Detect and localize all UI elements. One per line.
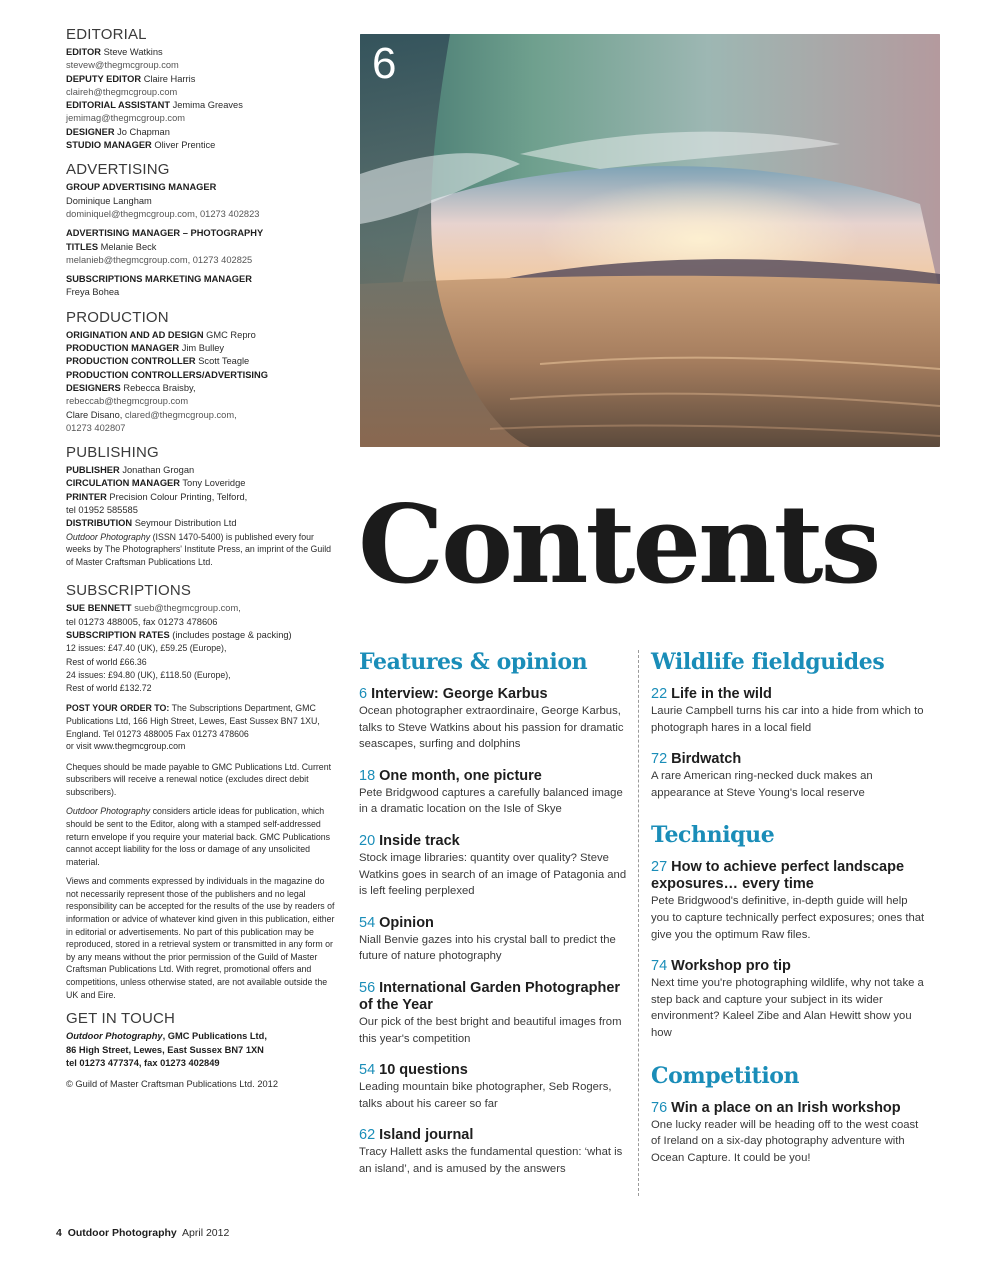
toc-entry-title <box>359 1127 629 1144</box>
credit-phone: tel 01273 488005, fax 01273 478606 <box>66 616 218 627</box>
rates-note: (includes postage & packing) <box>172 629 292 640</box>
editorial-heading: EDITORIAL <box>66 26 147 43</box>
get-in-touch-heading: GET IN TOUCH <box>66 1010 176 1028</box>
credit-label: ORIGINATION AND AD DESIGN <box>66 329 204 340</box>
credit-label: TITLES <box>66 241 99 252</box>
toc-entry-title <box>359 686 629 703</box>
credit-label: GROUP ADVERTISING MANAGER <box>66 182 217 193</box>
section-heading-technique: Technique <box>651 822 775 849</box>
toc-page-number: 20 <box>359 832 376 849</box>
credit-name: Jo Chapman <box>117 126 170 137</box>
credit-name: Melanie Beck <box>100 241 157 252</box>
page-footer <box>56 1227 229 1239</box>
toc-page-number: 74 <box>651 958 668 975</box>
credit-name: Jemima Greaves <box>172 100 243 111</box>
credit-name: Rebecca Braisby, <box>123 382 196 393</box>
toc-page-number: 54 <box>359 914 376 931</box>
credit-name: Claire Harris <box>143 73 196 84</box>
credit-label: CIRCULATION MANAGER <box>66 478 180 489</box>
toc-page-number: 62 <box>359 1127 376 1144</box>
section-heading-competition: Competition <box>651 1062 800 1089</box>
advertising-heading: ADVERTISING <box>66 161 170 179</box>
credit-email[interactable]: melanieb@thegmcgroup.com, 01273 402825 <box>66 254 253 265</box>
toc-entry-description: A rare American ring-necked duck makes an appearance at Steve Young's local reserve <box>651 770 873 799</box>
contact-phone: tel 01273 477374, fax 01273 402849 <box>66 1057 220 1068</box>
magazine-title: Outdoor Photography <box>66 531 151 542</box>
toc-entry-description: Pete Bridgwood's definitive, in-depth guide will help you to capture technically perfect exposures; ones that give you the optimum Raw files. <box>651 895 925 941</box>
issn-statement: (ISSN 1470-5400) is published every four weeks by The Photographers' Institute Press, an imprint of the Guild of Master Craftsman Publications Ltd. <box>66 531 332 567</box>
toc-entry[interactable] <box>359 980 629 1047</box>
credit-label: PRODUCTION MANAGER <box>66 343 180 354</box>
credit-label: PRINTER <box>66 491 107 502</box>
toc-page-number: 27 <box>651 859 668 876</box>
contact-line: , GMC Publications Ltd, <box>162 1031 267 1042</box>
toc-entry-description: Our pick of the best bright and beautiful images from this year's competition <box>359 1015 622 1045</box>
credit-label: DESIGNER <box>66 126 115 137</box>
toc-entry[interactable] <box>359 833 629 900</box>
credit-label: POST YOUR ORDER TO: <box>66 703 170 714</box>
toc-entry[interactable] <box>651 686 926 736</box>
credit-name: Precision Colour Printing, Telford, <box>109 491 248 502</box>
credit-name: Dominique Langham <box>66 195 152 206</box>
toc-title-text: Birdwatch <box>671 751 742 768</box>
toc-title-text: Island journal <box>379 1127 474 1144</box>
toc-entry[interactable] <box>651 958 926 1041</box>
toc-entry-description: Pete Bridgwood captures a carefully balanced image in a dramatic location on the Isle of Skye <box>359 786 623 816</box>
credit-label: ADVERTISING MANAGER – PHOTOGRAPHY <box>66 228 264 239</box>
toc-title-text: Inside track <box>379 832 460 849</box>
credit-phone: 01273 402807 <box>66 422 126 433</box>
toc-entry-title <box>651 686 926 703</box>
rates-24-row: Rest of world £132.72 <box>66 683 152 694</box>
credit-label: EDITORIAL ASSISTANT <box>66 100 170 111</box>
magazine-title: Outdoor Photography <box>66 806 151 817</box>
toc-title-text: Interview: George Karbus <box>371 686 548 702</box>
footer-magazine: Outdoor Photography <box>67 1227 177 1239</box>
credit-name: Oliver Prentice <box>154 140 216 151</box>
toc-entry[interactable] <box>359 1127 629 1177</box>
contents-title: Contents <box>358 482 879 608</box>
toc-page-number: 6 <box>359 686 368 702</box>
contact-address: 86 High Street, Lewes, East Sussex BN7 1XN <box>66 1044 264 1055</box>
credit-phone: tel 01952 585585 <box>66 505 138 516</box>
rates-12-issues: 12 issues: £47.40 (UK), £59.25 (Europe), <box>66 643 227 654</box>
toc-page-number: 54 <box>359 1062 376 1079</box>
toc-entry-description: Stock image libraries: quantity over quality? Steve Watkins goes in search of an image of Patagonia and is left feeling perplexed <box>359 851 627 898</box>
credit-name: Tony Loveridge <box>182 478 246 489</box>
toc-title-text: Life in the wild <box>671 686 772 702</box>
hero-page-number: 6 <box>372 39 397 88</box>
credit-label: PUBLISHER <box>66 465 120 476</box>
toc-page-number: 22 <box>651 686 668 702</box>
credit-label: PRODUCTION CONTROLLERS/ADVERTISING <box>66 369 268 380</box>
toc-page-number: 56 <box>359 979 376 996</box>
magazine-title: Outdoor Photography <box>66 1031 163 1042</box>
column-divider <box>638 650 639 1196</box>
production-heading: PRODUCTION <box>66 308 169 326</box>
toc-entry-description: Tracy Hallett asks the fundamental question: ‘what is an island’, and is amused by the answers <box>359 1146 623 1175</box>
wave-illustration <box>360 34 940 447</box>
credit-name: Freya Bohea <box>66 287 120 298</box>
toc-entry-title <box>359 915 629 932</box>
credit-name: GMC Repro <box>206 329 256 340</box>
toc-entry[interactable] <box>359 1062 629 1112</box>
cheques-note: Cheques should be made payable to GMC Publications Ltd. Current subscribers will receive a renewal notice (excludes direct debit subscribers). <box>66 761 332 797</box>
credit-label: DEPUTY EDITOR <box>66 73 142 84</box>
credit-label: SUBSCRIPTIONS MARKETING MANAGER <box>66 274 252 285</box>
toc-entry[interactable] <box>651 859 926 943</box>
toc-title-text: One month, one picture <box>379 767 542 784</box>
toc-entry[interactable] <box>359 686 629 753</box>
publishing-heading: PUBLISHING <box>66 444 159 462</box>
rates-24-issues: 24 issues: £94.80 (UK), £118.50 (Europe), <box>66 669 231 680</box>
toc-entry-title <box>651 751 926 768</box>
masthead-credits <box>66 26 336 1091</box>
credit-name: Scott Teagle <box>198 356 250 367</box>
credit-email[interactable]: stevew@thegmcgroup.com <box>66 60 179 71</box>
toc-title-text: Opinion <box>379 914 434 931</box>
toc-title-text: International Garden Photographer of the Year <box>359 979 621 1013</box>
footer-page-number: 4 <box>56 1227 62 1239</box>
credit-name: Steve Watkins <box>103 47 163 57</box>
credit-label: SUE BENNETT <box>66 603 132 614</box>
toc-entry[interactable] <box>651 1100 926 1167</box>
credit-label: SUBSCRIPTION RATES <box>66 629 170 640</box>
toc-title-text: 10 questions <box>379 1062 468 1079</box>
order-website[interactable]: or visit www.thegmcgroup.com <box>66 741 186 752</box>
toc-entry-description: Laurie Campbell turns his car into a hide from which to photograph hares in a local field <box>651 705 924 734</box>
toc-page-number: 72 <box>651 751 668 768</box>
rates-12-row: Rest of world £66.36 <box>66 656 147 667</box>
toc-entry-title <box>359 980 629 1014</box>
section-heading-wildlife: Wildlife fieldguides <box>651 649 885 675</box>
credit-email[interactable]: rebeccab@thegmcgroup.com <box>66 396 189 407</box>
credit-label: EDITOR <box>66 47 101 57</box>
footer-issue: April 2012 <box>182 1227 230 1239</box>
credit-name: Jim Bulley <box>181 343 225 354</box>
section-heading-features: Features & opinion <box>359 649 588 675</box>
credit-email[interactable]: dominiquel@thegmcgroup.com, 01273 402823 <box>66 208 260 219</box>
toc-entry-description: Leading mountain bike photographer, Seb Rogers, talks about his career so far <box>359 1081 612 1110</box>
credit-name: Jonathan Grogan <box>122 465 195 476</box>
credit-label: STUDIO MANAGER <box>66 140 152 151</box>
toc-entry-title <box>359 1062 629 1079</box>
credit-label: PRODUCTION CONTROLLER <box>66 356 196 367</box>
article-ideas-note: considers article ideas for publication, which should be sent to the Editor, along with a stamped self-addressed return envelope if you require your material back. GMC Publications cannot accept liability for the loss or damage of any unsolicited material. <box>66 806 331 867</box>
toc-title-text: Workshop pro tip <box>671 958 791 975</box>
toc-entry-description: Niall Benvie gazes into his crystal ball to predict the future of nature photography <box>359 933 616 963</box>
credit-label: DISTRIBUTION <box>66 518 133 529</box>
credit-email[interactable]: sueb@thegmcgroup.com, <box>134 603 241 614</box>
toc-entry[interactable] <box>359 915 629 965</box>
toc-entry-description: Next time you're photographing wildlife, why not take a step back and capture your subject in its wider environment? Kaleel Zibe and Alan Hewitt show you how <box>651 977 924 1039</box>
disclaimer: Views and comments expressed by individuals in the magazine do not necessarily represent those of the publishers and no legal responsibility can be accepted for the results of the use by readers of information or advice of whatever kind given in this publication, either in editorial or advertisements. No part of this publication may be reproduced, stored in a retrieval system or transmitted in any form or by any means without the prior permission of the Guild of Master Craftsman Publications Ltd. With regret, promotional offers and competitions, unless otherwise stated, are not available outside the UK and Eire. <box>66 876 335 1000</box>
credit-email[interactable]: clared@thegmcgroup.com, <box>124 409 237 420</box>
toc-entry-title <box>651 958 926 975</box>
toc-entry-title <box>651 859 926 893</box>
hero-wave-image[interactable] <box>360 34 940 447</box>
toc-entry[interactable] <box>359 768 629 818</box>
toc-column-left <box>359 648 629 1193</box>
toc-entry-title <box>651 1100 926 1117</box>
credit-email[interactable]: claireh@thegmcgroup.com <box>66 86 178 97</box>
subscriptions-heading: SUBSCRIPTIONS <box>66 582 192 600</box>
toc-entry-title <box>359 768 629 785</box>
toc-entry-description: One lucky reader will be heading off to the west coast of Ireland on a six-day photography adventure with Ocean Capture. It could be you! <box>651 1118 919 1164</box>
credit-name: Seymour Distribution Ltd <box>134 518 237 529</box>
toc-column-right <box>651 648 926 1181</box>
toc-title-text: Win a place on an Irish workshop <box>671 1099 901 1116</box>
toc-entry-description: Ocean photographer extraordinaire, George Karbus, talks to Steve Watkins about his passion for dramatic seascapes, surfing and dolphins <box>359 705 624 751</box>
toc-entry-title <box>359 833 629 850</box>
toc-entry[interactable] <box>651 751 926 801</box>
copyright: © Guild of Master Craftsman Publications Ltd. 2012 <box>66 1079 278 1090</box>
credit-label: DESIGNERS <box>66 382 121 393</box>
toc-page-number: 76 <box>651 1099 668 1116</box>
credit-name: Clare Disano, <box>66 409 123 420</box>
credit-email[interactable]: jemimag@thegmcgroup.com <box>66 113 185 124</box>
toc-page-number: 18 <box>359 767 376 784</box>
toc-title-text: How to achieve perfect landscape exposures… every time <box>651 859 905 893</box>
order-address: The Subscriptions Department, GMC Publications Ltd, 166 High Street, Lewes, East Sussex BN7 1XU, England. Tel 01273 488005 Fax 01273 478606 <box>66 703 320 739</box>
